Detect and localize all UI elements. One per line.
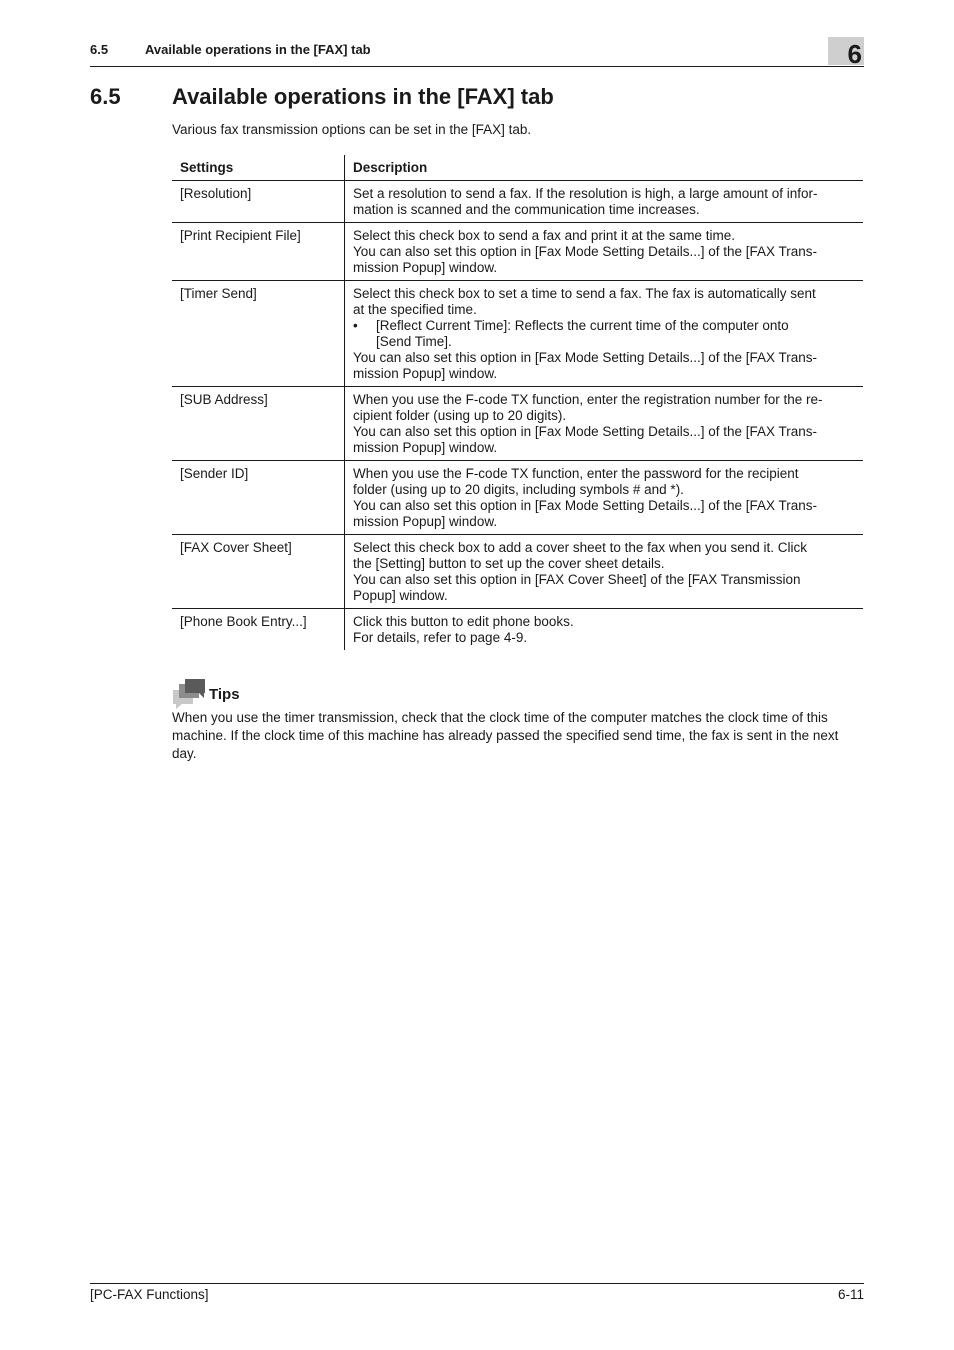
tips-speech-bubbles-icon — [172, 678, 206, 710]
description-line: mission Popup] window. — [353, 260, 498, 275]
table-row — [172, 181, 863, 223]
settings-table — [172, 155, 863, 650]
description-line: Select this check box to add a cover sheet to the fax when you send it. Click — [353, 540, 807, 555]
tips-label: Tips — [209, 686, 240, 703]
setting-name: [SUB Address] — [172, 387, 345, 461]
header-section-number: 6.5 — [90, 42, 109, 57]
description-line: cipient folder (using up to 20 digits). — [353, 408, 567, 423]
page-title — [90, 84, 554, 110]
table-row — [172, 609, 863, 651]
description-line: When you use the F-code TX function, enter the registration number for the re- — [353, 392, 823, 407]
setting-description — [345, 535, 864, 609]
description-line: You can also set this option in [Fax Mode Setting Details...] of the [FAX Trans- — [353, 424, 817, 439]
tips-paragraph: When you use the timer transmission, check that the clock time of the computer matches the clock time of this machine. If the clock time of this machine has already passed the specified send time, the fax is sent in the next day. — [172, 710, 839, 761]
heading-title: Available operations in the [FAX] tab — [172, 84, 554, 109]
description-line: You can also set this option in [Fax Mode Setting Details...] of the [FAX Trans- — [353, 498, 817, 513]
table-row — [172, 281, 863, 387]
description-line: [Reflect Current Time]: Reflects the current time of the computer onto — [376, 318, 789, 333]
setting-name: [Phone Book Entry...] — [172, 609, 345, 651]
intro-paragraph: Various fax transmission options can be set in the [FAX] tab. — [172, 122, 532, 137]
table-row — [172, 535, 863, 609]
bullet-item — [353, 318, 855, 350]
footer-page-number: 6-11 — [837, 1287, 864, 1302]
setting-name: [Timer Send] — [172, 281, 345, 387]
description-line: You can also set this option in [Fax Mode Setting Details...] of the [FAX Trans- — [353, 244, 817, 259]
description-line: Select this check box to send a fax and print it at the same time. — [353, 228, 735, 243]
setting-name: [Print Recipient File] — [172, 223, 345, 281]
description-line: You can also set this option in [FAX Cover Sheet] of the [FAX Transmission — [353, 572, 801, 587]
setting-name: [Resolution] — [172, 181, 345, 223]
setting-description — [345, 387, 864, 461]
heading-number: 6.5 — [90, 84, 121, 109]
running-footer — [90, 1283, 864, 1308]
setting-description — [345, 461, 864, 535]
table-row — [172, 461, 863, 535]
setting-description — [345, 609, 864, 651]
description-line: Select this check box to set a time to send a fax. The fax is automatically sent — [353, 286, 816, 301]
description-line: folder (using up to 20 digits, including symbols # and *). — [353, 482, 684, 497]
description-line: For details, refer to page 4-9. — [353, 630, 528, 645]
description-line: You can also set this option in [Fax Mode Setting Details...] of the [FAX Trans- — [353, 350, 817, 365]
column-header-description: Description — [345, 155, 864, 181]
description-line: Popup] window. — [353, 588, 448, 603]
description-line: mission Popup] window. — [353, 366, 498, 381]
description-line: the [Setting] button to set up the cover sheet details. — [353, 556, 665, 571]
description-line: at the specified time. — [353, 302, 477, 317]
bullet-marker: • — [353, 318, 358, 333]
footer-manual-name: [PC-FAX Functions] — [90, 1287, 209, 1302]
column-header-settings: Settings — [172, 155, 345, 181]
chapter-number-tab: 6 — [828, 37, 864, 65]
setting-description — [345, 223, 864, 281]
running-header — [90, 40, 864, 67]
setting-name: [FAX Cover Sheet] — [172, 535, 345, 609]
description-line: When you use the F-code TX function, enter the password for the recipient — [353, 466, 799, 481]
header-section-title: Available operations in the [FAX] tab — [145, 42, 371, 57]
table-header-row — [172, 155, 863, 181]
description-line: mation is scanned and the communication time increases. — [353, 202, 700, 217]
table-row — [172, 223, 863, 281]
table-row — [172, 387, 863, 461]
description-line: Set a resolution to send a fax. If the resolution is high, a large amount of infor- — [353, 186, 818, 201]
description-line: [Send Time]. — [376, 334, 452, 349]
setting-description — [345, 281, 864, 387]
description-line: Click this button to edit phone books. — [353, 614, 574, 629]
description-line: mission Popup] window. — [353, 440, 498, 455]
setting-description — [345, 181, 864, 223]
description-line: mission Popup] window. — [353, 514, 498, 529]
setting-name: [Sender ID] — [172, 461, 345, 535]
